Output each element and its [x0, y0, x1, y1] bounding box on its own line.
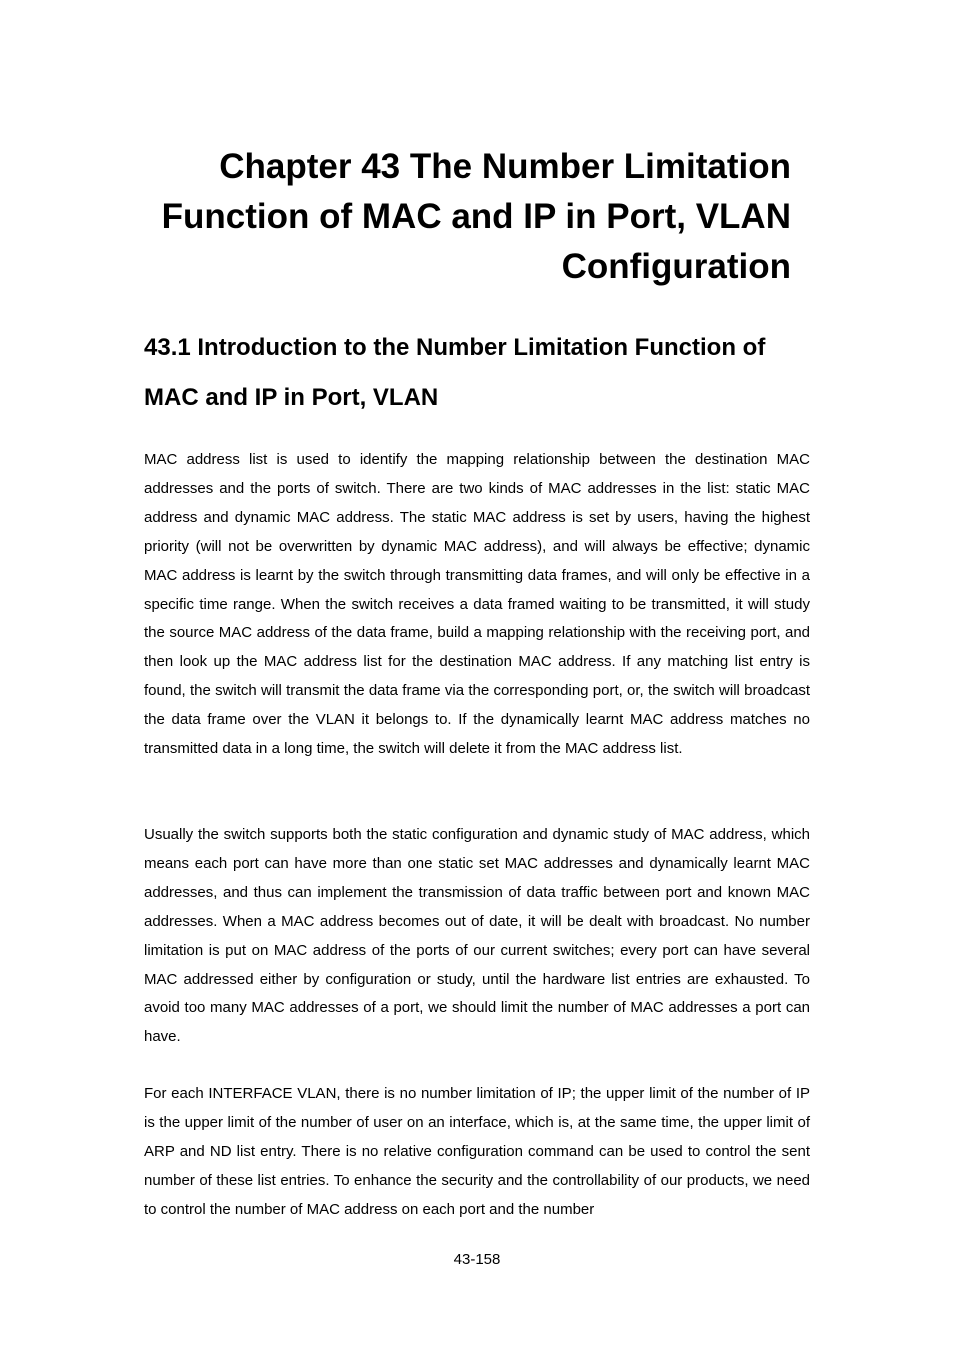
- body-paragraph-1: MAC address list is used to identify the mapping relationship between the destination MAC addresses and the ports of switch. There are two kinds of MAC addresses in the list: static MAC address and dynamic MAC address. The static MAC address is set by users, having the highest priority (will not be overwritten by dynamic MAC address), and will always be effective; dynamic MAC address is learnt by the switch through transmitting data frames, and will only be effective in a specific time range. When the switch receives a data framed waiting to be transmitted, it will study the source MAC address of the data frame, build a mapping relationship with the receiving port, and then look up the MAC address list for the destination MAC address. If any matching list entry is found, the switch will transmit the data frame via the corresponding port, or, the switch will broadcast the data frame over the VLAN it belongs to. If the dynamically learnt MAC address matches no transmitted data in a long time, the switch will delete it from the MAC address list.: [144, 451, 810, 758]
- body-paragraph-3: For each INTERFACE VLAN, there is no number limitation of IP; the upper limit of the number of IP is the upper limit of the number of user on an interface, which is, at the same time, the upper limit of ARP and ND list entry. There is no relative configuration command can be used to control the sent number of these list entries. To enhance the security and the controllability of our products, we need to control the number of MAC address on each port and the number: [144, 1085, 810, 1218]
- page-number: 43-158: [453, 1251, 501, 1268]
- chapter-title: Chapter 43 The Number Limitation Function of MAC and IP in Port, VLAN Configuration: [161, 147, 791, 286]
- section-heading: 43.1 Introduction to the Number Limitation Function of MAC and IP in Port, VLAN: [144, 334, 766, 411]
- body-paragraph-2: Usually the switch supports both the static configuration and dynamic study of MAC address, which means each port can have more than one static set MAC addresses and dynamically learnt MAC addresses, and thus can implement the transmission of data traffic between port and known MAC addresses. When a MAC address becomes out of date, it will be dealt with broadcast. No number limitation is put on MAC address of the ports of our current switches; every port can have several MAC addressed either by configuration or study, until the hardware list entries are exhausted. To avoid too many MAC addresses of a port, we should limit the number of MAC addresses a port can have.: [144, 826, 810, 1046]
